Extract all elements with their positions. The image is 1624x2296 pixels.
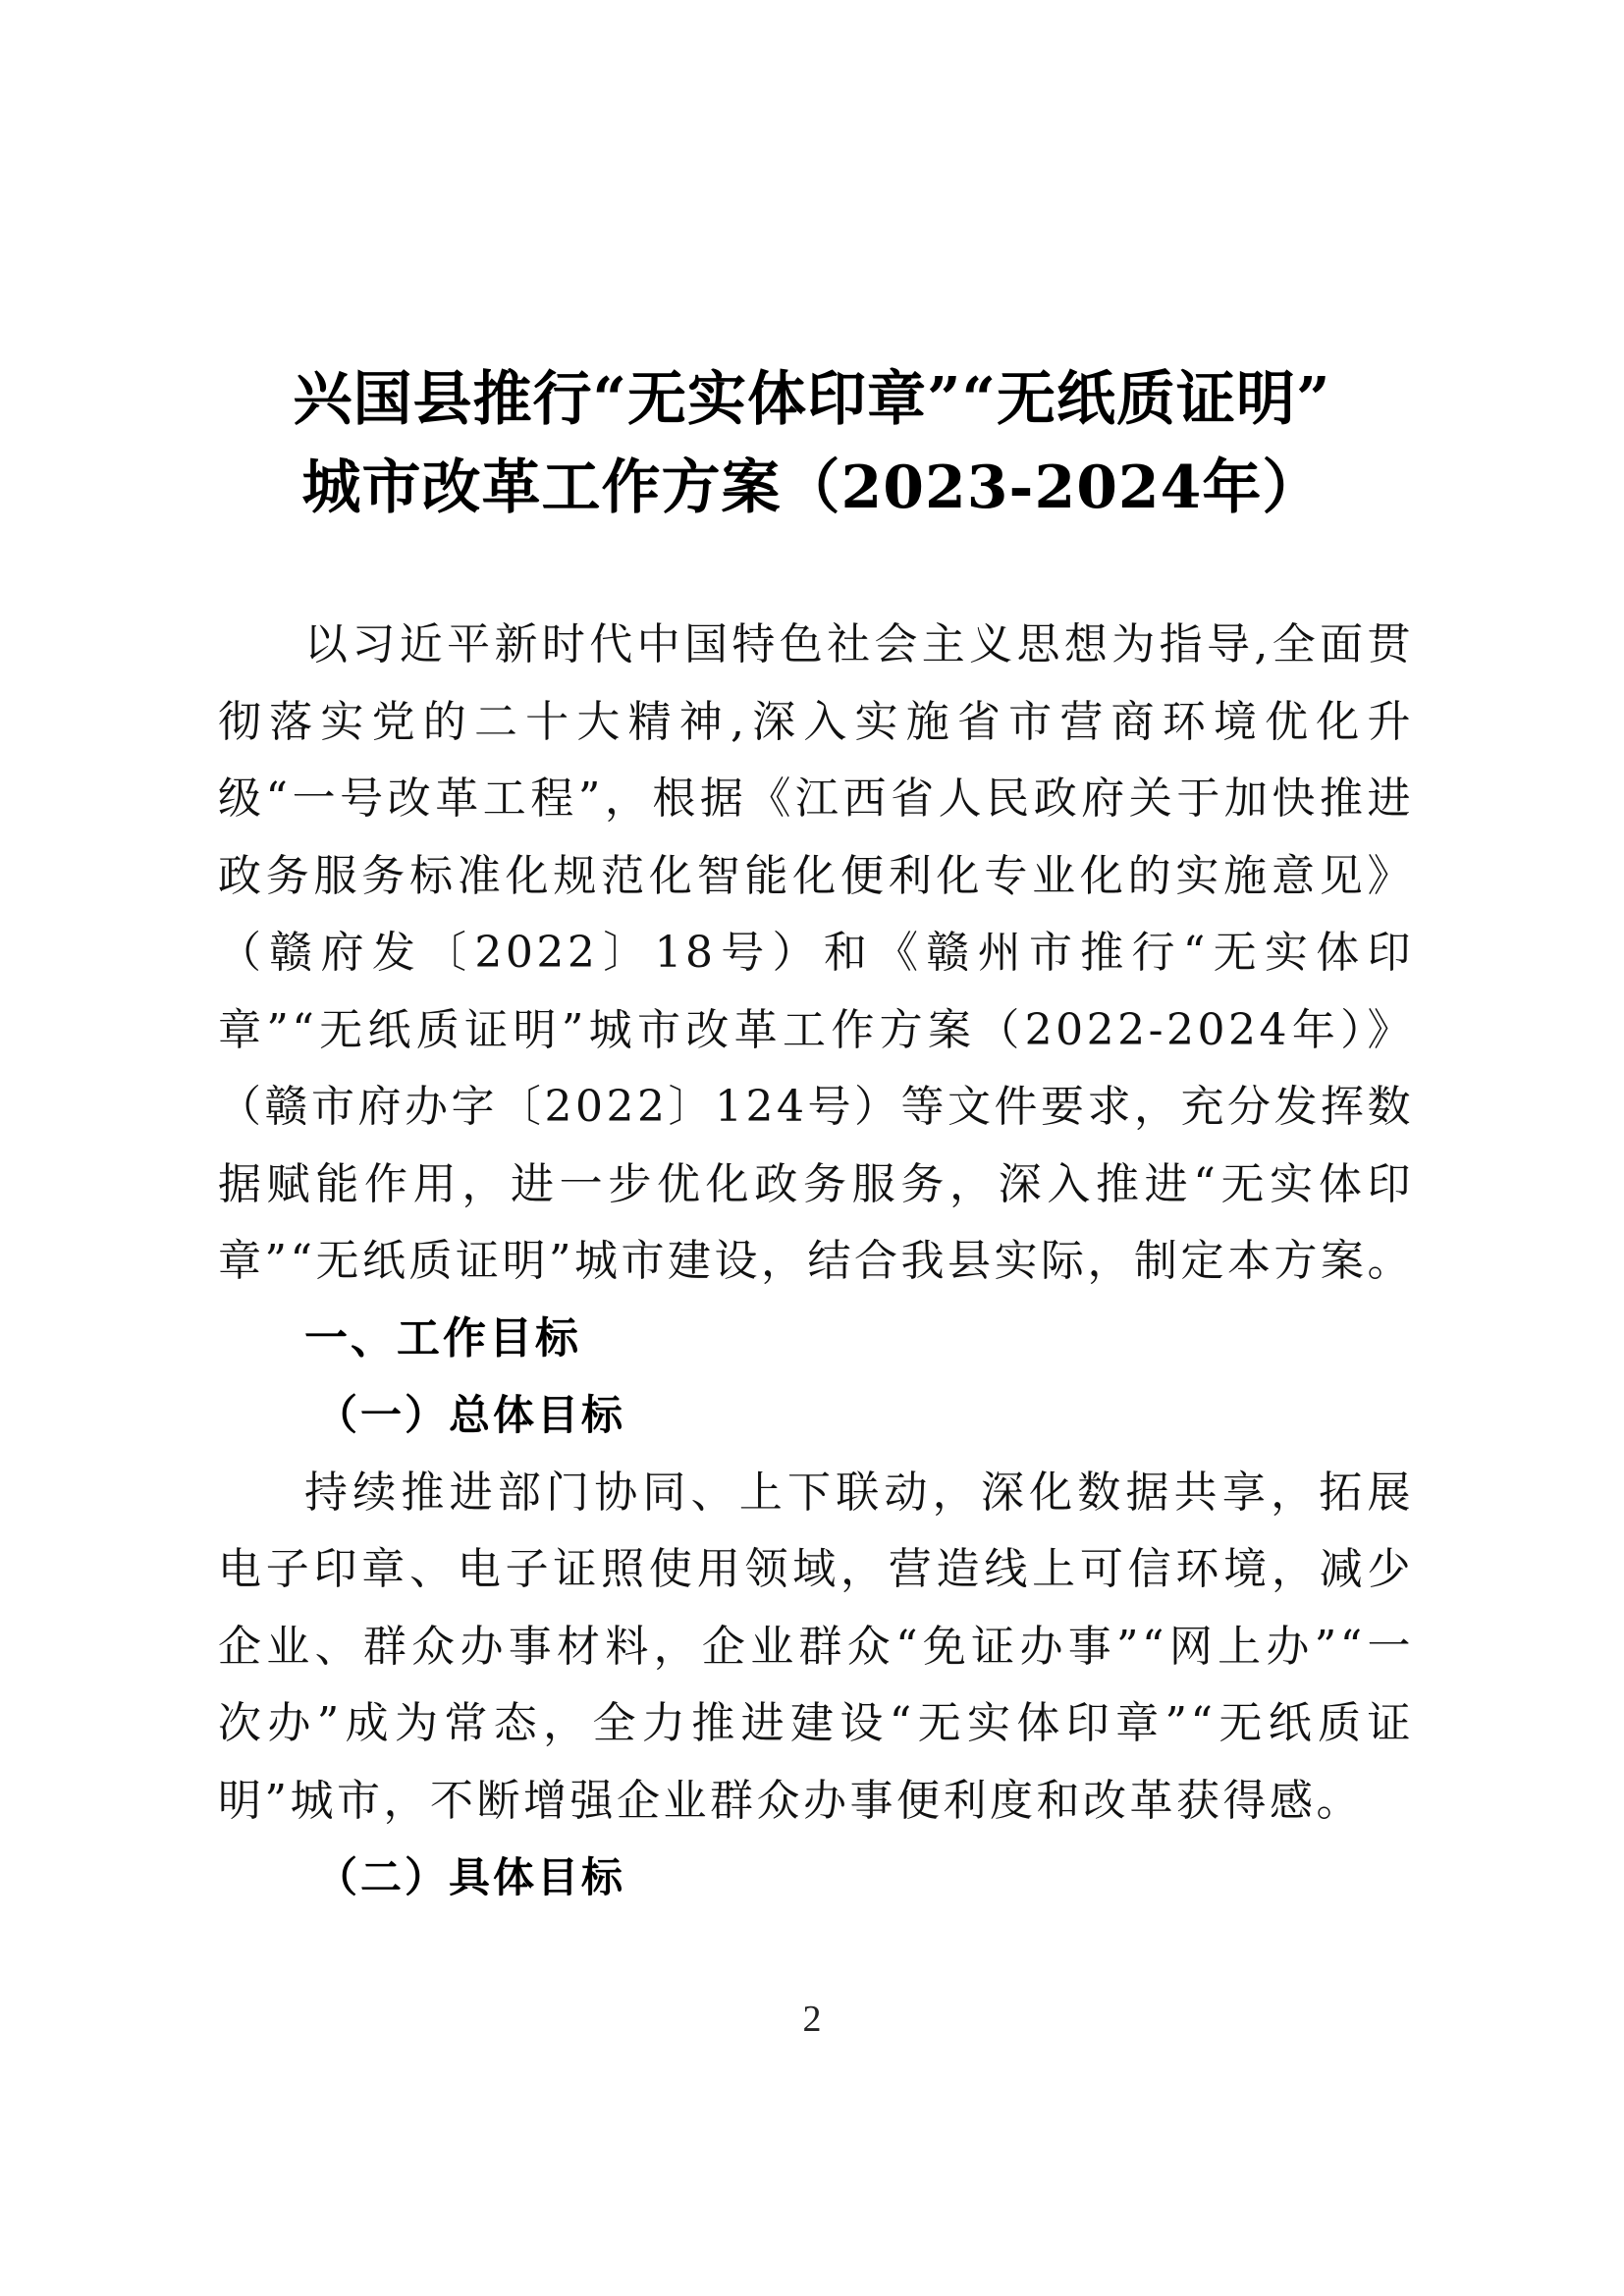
title-line-1: 兴国县推行“无实体印章”“无纸质证明” [293,365,1331,434]
section-heading-work-goals: 一、工作目标 [304,1312,581,1363]
subsection-heading-specific-goals: （二）具体目标 [316,1853,626,1901]
title-line-2: 城市改革工作方案（2023-2024年） [301,454,1323,522]
overall-goals-paragraph: 持续推进部门协同、上下联动，深化数据共享，拓展电子印章、电子证照使用领域，营造线上可信环境，减少企业、群众办事材料，企业群众“免证办事”“网上办”“一次办”成为常态，全力推进建设“无实体印章”“无纸质证明”城市，不断增强企业群众办事便利度和改革获得感。 [218,1467,1414,1826]
subsection-heading-overall-goals: （一）总体目标 [316,1391,626,1439]
document-body [218,607,1414,1917]
page-number: 2 [802,1999,822,2040]
document-title [0,355,1624,532]
intro-paragraph: 以习近平新时代中国特色社会主义思想为指导,全面贯彻落实党的二十大精神,深入实施省市营商环境优化升级“一号改革工程”，根据《江西省人民政府关于加快推进政务服务标准化规范化智能化便利化专业化的实施意见》（赣府发〔2022〕18号）和《赣州市推行“无实体印章”“无纸质证明”城市改革工作方案（2022-2024年）》（赣市府办字〔2022〕124号）等文件要求，充分发挥数据赋能作用，进一步优化政务服务，深入推进“无实体印章”“无纸质证明”城市建设，结合我县实际，制定本方案。 [218,619,1414,1286]
